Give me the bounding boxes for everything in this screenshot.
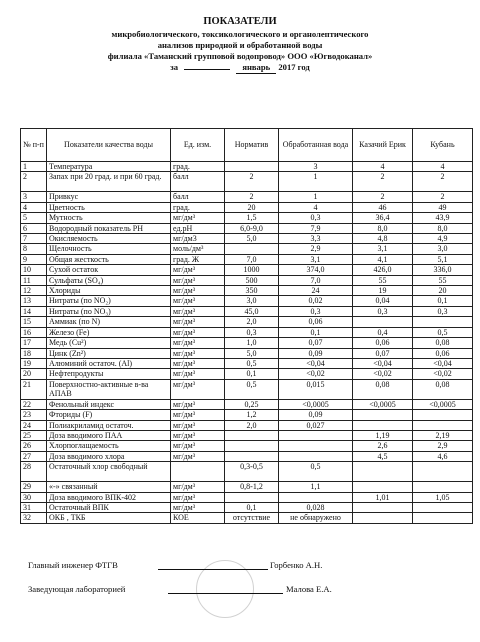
- row-kazachiy-erik-value: [353, 410, 413, 420]
- row-unit: мг/дм³: [171, 348, 225, 358]
- row-treated-value: 0,3: [279, 213, 353, 223]
- table-row: [21, 492, 473, 502]
- row-unit: мг/дм³: [171, 441, 225, 451]
- signature-lab-head: [28, 584, 468, 608]
- table-row: [21, 296, 473, 306]
- row-norm: 0,3: [225, 327, 279, 337]
- row-indicator: Хлориды: [47, 286, 171, 296]
- row-kuban-value: 2,9: [413, 441, 473, 451]
- row-norm: 2: [225, 172, 279, 192]
- column-header-number: № п-п: [21, 129, 47, 162]
- row-treated-value: 24: [279, 286, 353, 296]
- row-kazachiy-erik-value: 0,4: [353, 327, 413, 337]
- row-kuban-value: 0,08: [413, 338, 473, 348]
- row-kazachiy-erik-value: <0,0005: [353, 399, 413, 409]
- row-norm: 0,5: [225, 358, 279, 368]
- row-treated-value: 374,0: [279, 265, 353, 275]
- row-indicator: Фенольный индекс: [47, 399, 171, 409]
- row-treated-value: 0,028: [279, 502, 353, 512]
- row-indicator: Нитраты (по NO₂): [47, 296, 171, 306]
- row-norm: 6,0-9,0: [225, 223, 279, 233]
- row-indicator: Доза вводимого ВПК-402: [47, 492, 171, 502]
- row-unit: мг/дм³: [171, 502, 225, 512]
- table-row: [21, 358, 473, 368]
- row-unit: мг/дм³: [171, 379, 225, 399]
- row-indicator: Цинк (Zn²): [47, 348, 171, 358]
- row-norm: 1,5: [225, 213, 279, 223]
- table-row: [21, 234, 473, 244]
- table-row: [21, 502, 473, 512]
- chief-engineer-name: Горбенко А.Н.: [270, 560, 323, 570]
- row-unit: мг/дм³: [171, 296, 225, 306]
- row-treated-value: 0,07: [279, 338, 353, 348]
- row-unit: мг/дм³: [171, 410, 225, 420]
- table-row: [21, 348, 473, 358]
- row-number: 17: [21, 338, 47, 348]
- row-treated-value: 0,027: [279, 420, 353, 430]
- row-kazachiy-erik-value: 2: [353, 192, 413, 202]
- row-number: 3: [21, 192, 47, 202]
- row-unit: мг/дм³: [171, 492, 225, 502]
- row-number: 6: [21, 223, 47, 233]
- row-number: 28: [21, 462, 47, 482]
- row-number: 27: [21, 451, 47, 461]
- row-norm: 45,0: [225, 306, 279, 316]
- row-kazachiy-erik-value: 19: [353, 286, 413, 296]
- lab-head-role: Заведующая лабораторией: [28, 584, 126, 594]
- row-treated-value: 1: [279, 192, 353, 202]
- row-kuban-value: 0,06: [413, 348, 473, 358]
- row-kuban-value: 43,9: [413, 213, 473, 223]
- row-number: 14: [21, 306, 47, 316]
- signature-chief-engineer: [28, 560, 468, 584]
- row-number: 31: [21, 502, 47, 512]
- row-indicator: Доза вводимого ПАА: [47, 430, 171, 440]
- row-treated-value: 3,3: [279, 234, 353, 244]
- table-row: [21, 286, 473, 296]
- row-treated-value: 0,06: [279, 317, 353, 327]
- row-kuban-value: 1,05: [413, 492, 473, 502]
- row-unit: мг/дм³: [171, 327, 225, 337]
- table-row: [21, 223, 473, 233]
- row-kuban-value: 5,1: [413, 254, 473, 264]
- table-row: [21, 172, 473, 192]
- row-unit: мг/дм³: [171, 306, 225, 316]
- table-row: [21, 213, 473, 223]
- row-kuban-value: <0,0005: [413, 399, 473, 409]
- period-prefix: за: [170, 62, 178, 72]
- row-kuban-value: 3,0: [413, 244, 473, 254]
- row-kazachiy-erik-value: 4: [353, 162, 413, 172]
- row-kuban-value: [413, 420, 473, 430]
- table-row: [21, 192, 473, 202]
- row-indicator: Железо (Fe): [47, 327, 171, 337]
- table-row: [21, 369, 473, 379]
- row-norm: 2: [225, 192, 279, 202]
- row-indicator: Окисляемость: [47, 234, 171, 244]
- signature-line: [168, 593, 283, 594]
- table-row: [21, 202, 473, 212]
- column-header-kuban: Кубань: [413, 129, 473, 162]
- row-kuban-value: 0,3: [413, 306, 473, 316]
- row-kazachiy-erik-value: 4,8: [353, 234, 413, 244]
- row-kuban-value: [413, 317, 473, 327]
- row-kazachiy-erik-value: [353, 513, 413, 523]
- column-header-indicator: Показатели качества воды: [47, 129, 171, 162]
- table-row: [21, 462, 473, 482]
- row-number: 23: [21, 410, 47, 420]
- row-number: 22: [21, 399, 47, 409]
- row-kazachiy-erik-value: 2: [353, 172, 413, 192]
- row-norm: 2,0: [225, 420, 279, 430]
- row-norm: 1,0: [225, 338, 279, 348]
- row-kuban-value: 4,6: [413, 451, 473, 461]
- row-norm: отсутствие: [225, 513, 279, 523]
- row-indicator: Цветность: [47, 202, 171, 212]
- row-indicator: Сухой остаток: [47, 265, 171, 275]
- row-number: 13: [21, 296, 47, 306]
- row-number: 21: [21, 379, 47, 399]
- row-kazachiy-erik-value: 55: [353, 275, 413, 285]
- row-norm: 7,0: [225, 254, 279, 264]
- row-number: 26: [21, 441, 47, 451]
- row-number: 12: [21, 286, 47, 296]
- table-header-row: [21, 129, 473, 162]
- table-row: [21, 265, 473, 275]
- row-indicator: «-» связанный: [47, 482, 171, 492]
- table-row: [21, 327, 473, 337]
- row-kuban-value: [413, 462, 473, 482]
- row-number: 29: [21, 482, 47, 492]
- row-norm: 500: [225, 275, 279, 285]
- row-norm: 0,1: [225, 369, 279, 379]
- row-kuban-value: 20: [413, 286, 473, 296]
- row-indicator: Мутность: [47, 213, 171, 223]
- row-number: 9: [21, 254, 47, 264]
- row-norm: 5,0: [225, 234, 279, 244]
- period-year: 2017 год: [278, 62, 310, 72]
- row-norm: 350: [225, 286, 279, 296]
- row-unit: балл: [171, 172, 225, 192]
- row-treated-value: <0,02: [279, 369, 353, 379]
- row-kuban-value: <0,02: [413, 369, 473, 379]
- row-number: 4: [21, 202, 47, 212]
- report-period: [0, 62, 480, 74]
- row-unit: мг/дм³: [171, 358, 225, 368]
- row-kazachiy-erik-value: 0,06: [353, 338, 413, 348]
- table-row: [21, 306, 473, 316]
- row-unit: град. Ж: [171, 254, 225, 264]
- row-norm: 0,8-1,2: [225, 482, 279, 492]
- row-unit: мг/дм³: [171, 399, 225, 409]
- row-number: 16: [21, 327, 47, 337]
- subtitle-line-3: филиала «Таманский групповой водопровод» ООО «Югводоканал»: [107, 51, 373, 61]
- row-indicator: Температура: [47, 162, 171, 172]
- row-kazachiy-erik-value: 0,07: [353, 348, 413, 358]
- row-kuban-value: 8,0: [413, 223, 473, 233]
- row-indicator: Остаточный хлор свободный: [47, 462, 171, 482]
- lab-head-name: Малова Е.А.: [286, 584, 332, 594]
- row-unit: [171, 462, 225, 482]
- table-row: [21, 420, 473, 430]
- table-row: [21, 482, 473, 492]
- table-row: [21, 338, 473, 348]
- row-number: 10: [21, 265, 47, 275]
- subtitle-line-2: анализов природной и обработанной воды: [157, 40, 323, 50]
- row-unit: град.: [171, 162, 225, 172]
- row-unit: мг/дм³: [171, 420, 225, 430]
- row-kuban-value: 49: [413, 202, 473, 212]
- row-unit: мг/дм³: [171, 338, 225, 348]
- row-kuban-value: 55: [413, 275, 473, 285]
- table-row: [21, 275, 473, 285]
- row-unit: мг/дм³: [171, 213, 225, 223]
- table-row: [21, 513, 473, 523]
- row-kazachiy-erik-value: 36,4: [353, 213, 413, 223]
- row-indicator: Привкус: [47, 192, 171, 202]
- row-kuban-value: [413, 410, 473, 420]
- row-norm: 0,3-0,5: [225, 462, 279, 482]
- row-norm: 2,0: [225, 317, 279, 327]
- column-header-norm: Норматив: [225, 129, 279, 162]
- row-kazachiy-erik-value: [353, 462, 413, 482]
- signature-block: [28, 560, 468, 608]
- row-kuban-value: 4,9: [413, 234, 473, 244]
- row-treated-value: <0,0005: [279, 399, 353, 409]
- signature-line: [158, 569, 268, 570]
- subtitle-line-1: микробиологического, токсикологического и органолептического: [111, 29, 369, 39]
- row-indicator: Полиакриламид остаточ.: [47, 420, 171, 430]
- table-row: [21, 244, 473, 254]
- row-treated-value: не обнаружено: [279, 513, 353, 523]
- column-header-kazachiy-erik: Казачий Ерик: [353, 129, 413, 162]
- row-kuban-value: 0,08: [413, 379, 473, 399]
- table-row: [21, 451, 473, 461]
- row-kuban-value: <0,04: [413, 358, 473, 368]
- results-table: [20, 128, 473, 524]
- row-treated-value: 4: [279, 202, 353, 212]
- row-treated-value: 0,09: [279, 410, 353, 420]
- row-indicator: Остаточный ВПК: [47, 502, 171, 512]
- row-kazachiy-erik-value: [353, 317, 413, 327]
- row-indicator: Аммиак (по N): [47, 317, 171, 327]
- row-unit: КОЕ: [171, 513, 225, 523]
- row-indicator: ОКБ , ТКБ: [47, 513, 171, 523]
- row-norm: [225, 244, 279, 254]
- row-unit: мг/дм³: [171, 286, 225, 296]
- row-unit: мг/дм³: [171, 265, 225, 275]
- row-number: 8: [21, 244, 47, 254]
- row-norm: 5,0: [225, 348, 279, 358]
- row-indicator: Нитраты (по NO₃): [47, 306, 171, 316]
- row-kuban-value: [413, 502, 473, 512]
- table-row: [21, 379, 473, 399]
- row-norm: [225, 492, 279, 502]
- row-treated-value: [279, 430, 353, 440]
- row-treated-value: 3,1: [279, 254, 353, 264]
- row-unit: мг/дм³: [171, 317, 225, 327]
- chief-engineer-role: Главный инженер ФТГВ: [28, 560, 118, 570]
- row-kazachiy-erik-value: <0,02: [353, 369, 413, 379]
- row-number: 32: [21, 513, 47, 523]
- table-row: [21, 254, 473, 264]
- row-kazachiy-erik-value: 0,04: [353, 296, 413, 306]
- row-unit: балл: [171, 192, 225, 202]
- row-kazachiy-erik-value: 426,0: [353, 265, 413, 275]
- row-unit: град.: [171, 202, 225, 212]
- row-kuban-value: 4: [413, 162, 473, 172]
- row-kuban-value: 0,1: [413, 296, 473, 306]
- row-kazachiy-erik-value: 4,1: [353, 254, 413, 264]
- row-unit: мг/дм3: [171, 234, 225, 244]
- row-treated-value: 0,015: [279, 379, 353, 399]
- row-kazachiy-erik-value: 8,0: [353, 223, 413, 233]
- row-norm: 3,0: [225, 296, 279, 306]
- row-kuban-value: [413, 482, 473, 492]
- row-indicator: Общая жесткость: [47, 254, 171, 264]
- row-treated-value: 0,02: [279, 296, 353, 306]
- row-treated-value: 0,1: [279, 327, 353, 337]
- row-kuban-value: 2,19: [413, 430, 473, 440]
- row-number: 11: [21, 275, 47, 285]
- row-kazachiy-erik-value: 0,08: [353, 379, 413, 399]
- row-number: 24: [21, 420, 47, 430]
- row-unit: мг/дм³: [171, 482, 225, 492]
- row-unit: мг/дм³: [171, 275, 225, 285]
- table-row: [21, 441, 473, 451]
- row-treated-value: 0,3: [279, 306, 353, 316]
- row-number: 7: [21, 234, 47, 244]
- row-number: 2: [21, 172, 47, 192]
- row-unit: мг/дм³: [171, 451, 225, 461]
- row-norm: 0,25: [225, 399, 279, 409]
- column-header-unit: Ед. изм.: [171, 129, 225, 162]
- row-treated-value: 7,9: [279, 223, 353, 233]
- row-norm: [225, 162, 279, 172]
- row-indicator: Нефтепродукты: [47, 369, 171, 379]
- row-treated-value: 2,9: [279, 244, 353, 254]
- document-title: ПОКАЗАТЕЛИ: [203, 16, 277, 27]
- row-indicator: Поверхностно-активные в-ва АПАВ: [47, 379, 171, 399]
- table-row: [21, 162, 473, 172]
- row-kazachiy-erik-value: 46: [353, 202, 413, 212]
- table-row: [21, 399, 473, 409]
- row-unit: мг/дм³: [171, 369, 225, 379]
- row-unit: моль/дм³: [171, 244, 225, 254]
- row-number: 18: [21, 348, 47, 358]
- row-kuban-value: 0,5: [413, 327, 473, 337]
- row-treated-value: [279, 441, 353, 451]
- row-kazachiy-erik-value: 3,1: [353, 244, 413, 254]
- row-unit: ед.pH: [171, 223, 225, 233]
- row-norm: 1000: [225, 265, 279, 275]
- row-number: 5: [21, 213, 47, 223]
- row-norm: 0,5: [225, 379, 279, 399]
- period-month: январь: [236, 62, 276, 74]
- row-indicator: Щелочность: [47, 244, 171, 254]
- row-treated-value: [279, 492, 353, 502]
- row-norm: [225, 441, 279, 451]
- row-treated-value: <0,04: [279, 358, 353, 368]
- row-number: 20: [21, 369, 47, 379]
- row-norm: 20: [225, 202, 279, 212]
- row-treated-value: 0,5: [279, 462, 353, 482]
- table-row: [21, 410, 473, 420]
- row-kazachiy-erik-value: [353, 502, 413, 512]
- row-unit: мг/дм³: [171, 430, 225, 440]
- row-kuban-value: [413, 513, 473, 523]
- row-indicator: Хлорпоглащаемость: [47, 441, 171, 451]
- table-body: [21, 162, 473, 524]
- row-kuban-value: 2: [413, 172, 473, 192]
- row-kazachiy-erik-value: 2,6: [353, 441, 413, 451]
- row-kuban-value: 336,0: [413, 265, 473, 275]
- row-treated-value: 0,09: [279, 348, 353, 358]
- row-indicator: Медь (Cu²): [47, 338, 171, 348]
- row-norm: 0,1: [225, 502, 279, 512]
- row-number: 25: [21, 430, 47, 440]
- row-indicator: Водородный показатель PH: [47, 223, 171, 233]
- table-row: [21, 430, 473, 440]
- row-kazachiy-erik-value: 1,19: [353, 430, 413, 440]
- row-kazachiy-erik-value: <0,04: [353, 358, 413, 368]
- row-number: 1: [21, 162, 47, 172]
- row-number: 19: [21, 358, 47, 368]
- row-kazachiy-erik-value: [353, 482, 413, 492]
- column-header-treated: Обработанная вода: [279, 129, 353, 162]
- period-blank: [184, 69, 230, 70]
- row-indicator: Запах при 20 град. и при 60 град.: [47, 172, 171, 192]
- row-number: 30: [21, 492, 47, 502]
- row-kuban-value: 2: [413, 192, 473, 202]
- row-kazachiy-erik-value: 4,5: [353, 451, 413, 461]
- row-indicator: Сульфаты (SO₄): [47, 275, 171, 285]
- row-kazachiy-erik-value: 1,01: [353, 492, 413, 502]
- row-indicator: Алюминий остаточ. (Al): [47, 358, 171, 368]
- row-norm: [225, 451, 279, 461]
- row-indicator: Доза вводимого хлора: [47, 451, 171, 461]
- row-treated-value: 7,0: [279, 275, 353, 285]
- table-row: [21, 317, 473, 327]
- row-treated-value: 3: [279, 162, 353, 172]
- row-norm: [225, 430, 279, 440]
- row-treated-value: 1,1: [279, 482, 353, 492]
- row-number: 15: [21, 317, 47, 327]
- row-treated-value: [279, 451, 353, 461]
- row-norm: 1,2: [225, 410, 279, 420]
- document-header: [0, 16, 480, 74]
- row-kazachiy-erik-value: 0,3: [353, 306, 413, 316]
- row-kazachiy-erik-value: [353, 420, 413, 430]
- row-treated-value: 1: [279, 172, 353, 192]
- row-indicator: Фториды (F): [47, 410, 171, 420]
